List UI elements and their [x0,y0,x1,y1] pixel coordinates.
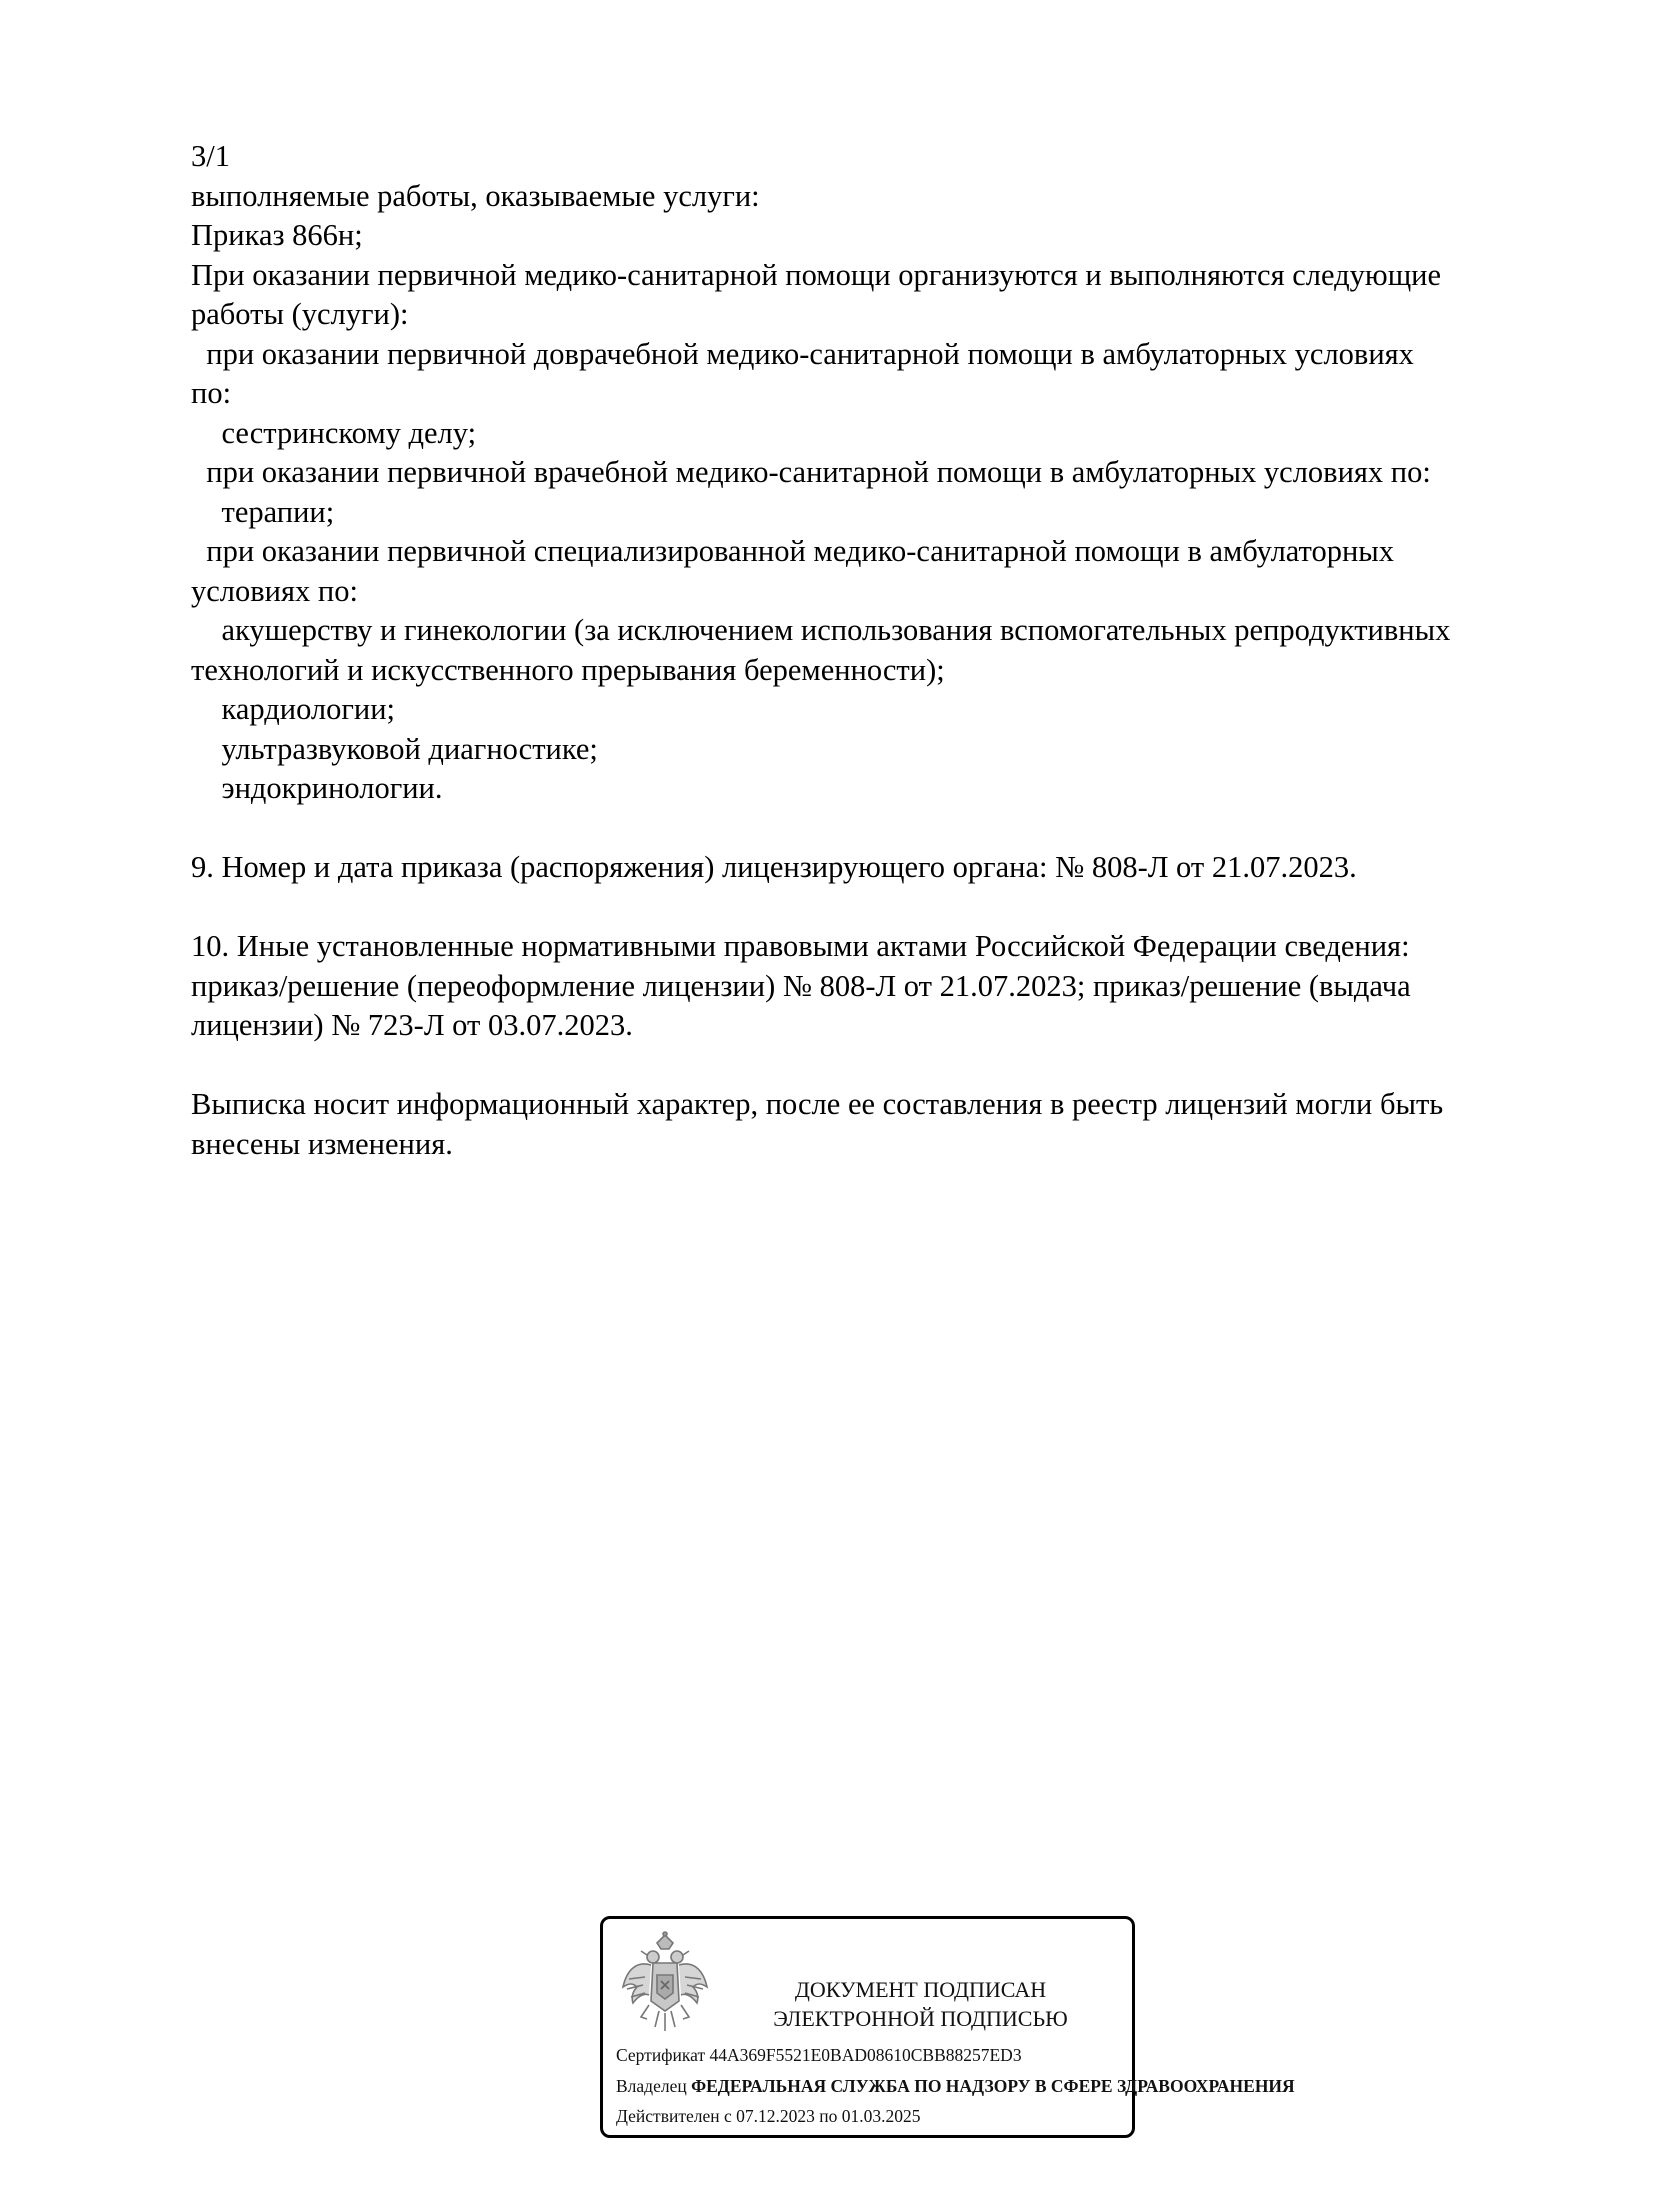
text-line: работы (услуги): [191,297,409,331]
spacer [191,809,1591,849]
text-line: технологий и искусственного прерывания беременности); [191,652,945,687]
stamp-title-line-2: ЭЛЕКТРОННОЙ ПОДПИСЬЮ [773,2006,1068,2031]
certificate-row [616,2044,1022,2066]
text-line: терапии; [191,494,335,529]
certificate-label: Сертификат [616,2045,706,2065]
certificate-value: 44A369F5521E0BAD08610CBB88257ED3 [709,2045,1022,2065]
text-line: условиях по: [191,573,358,608]
item-10-line: 10. Иные установленные нормативными правовыми актами Российской Федерации сведения: [191,929,1410,963]
spacer [191,1046,1591,1086]
coat-of-arms-icon [619,1931,711,2039]
item-10-line: лицензии) № 723-Л от 03.07.2023. [191,1008,633,1042]
stamp-title-line-1: ДОКУМЕНТ ПОДПИСАН [794,1977,1047,2002]
validity-row: Действителен с 07.12.2023 по 01.03.2025 [616,2106,921,2126]
text-line: Приказ 866н; [191,218,363,252]
item-10-line: приказ/решение (переоформление лицензии) № 808-Л от 21.07.2023; приказ/решение (выдача [191,968,1411,1003]
note-line: Выписка носит информационный характер, после ее составления в реестр лицензий могли быть [191,1087,1444,1121]
text-line: выполняемые работы, оказываемые услуги: [191,178,760,213]
text-line: кардиологии; [191,692,396,726]
text-line: эндокринологии. [191,771,443,805]
text-line: при оказании первичной специализированной медико-санитарной помощи в амбулаторных [191,534,1395,568]
item-9: 9. Номер и дата приказа (распоряжения) лицензирующего органа: № 808-Л от 21.07.2023. [191,850,1357,884]
text-line: акушерству и гинекологии (за исключением использования вспомогательных репродуктивных [191,613,1451,647]
spacer [191,888,1591,928]
text-line: сестринскому делу; [191,415,477,450]
note-line: внесены изменения. [191,1126,453,1161]
owner-label: Владелец [616,2076,687,2096]
page-marker: 3/1 [191,139,230,173]
text-line: по: [191,376,232,410]
text-line: при оказании первичной доврачебной медико-санитарной помощи в амбулаторных условиях [191,336,1414,371]
text-line: ультразвуковой диагностике; [191,731,598,766]
owner-value: ФЕДЕРАЛЬНАЯ СЛУЖБА ПО НАДЗОРУ В СФЕРЕ ЗДРАВООХРАНЕНИЯ [691,2076,1295,2096]
electronic-signature-stamp [600,1916,1295,2138]
document-body [191,137,1591,1164]
owner-row [616,2075,1295,2097]
text-line: При оказании первичной медико-санитарной помощи организуются и выполняются следующие [191,257,1442,292]
text-line: при оказании первичной врачебной медико-санитарной помощи в амбулаторных условиях по: [191,455,1431,489]
